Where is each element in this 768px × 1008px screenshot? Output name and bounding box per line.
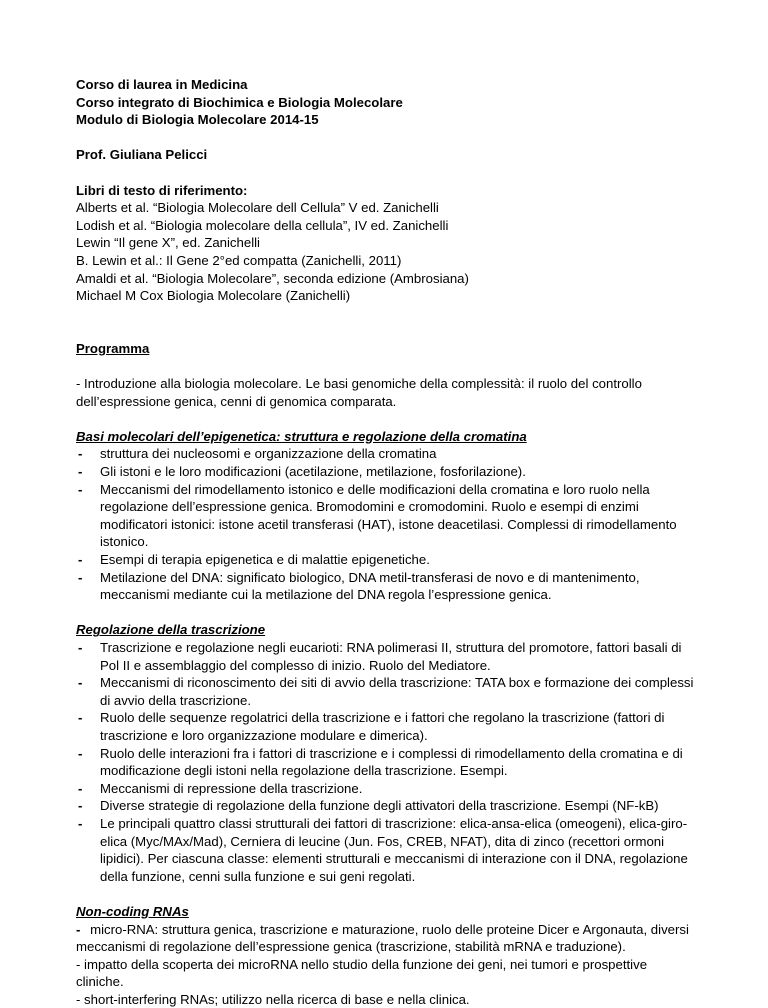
noncoding-item: - impatto della scoperta dei microRNA nello studio della funzione dei geni, nei tumori e prospettive cliniche. (76, 956, 648, 990)
noncoding-item: - short-interfering RNAs; utilizzo nella ricerca di base e nella clinica. (76, 991, 470, 1007)
list-item: - struttura dei nucleosomi e organizzazione della cromatina (78, 446, 437, 462)
list-item: - Diverse strategie di regolazione della funzione degli attivatori della trascrizione. Esempi (NF-kB) (78, 798, 659, 814)
professor-name: Prof. Giuliana Pelicci (76, 147, 208, 163)
dash-marker: - (76, 921, 81, 937)
book-item: Alberts et al. “Biologia Molecolare dell Cellula” V ed. Zanichelli (76, 200, 439, 216)
list-item: - Meccanismi del rimodellamento istonico e delle modificazioni della cromatina e loro ruolo nella regolazione dell’espressione genica. Bromodomini e cromodomini. Ruolo e esempi di enzimi modificatori istonici: istone acetil transferasi (HAT), istone deacetilasi. Complessi di rimodellamento istonico. (78, 481, 677, 550)
noncoding-heading: Non-coding RNAs (76, 903, 189, 919)
list-item: - Meccanismi di riconoscimento dei siti di avvio della trascrizione: TATA box e formazione dei complessi di avvio della trascrizione. (78, 675, 694, 708)
list-item: - Ruolo delle interazioni fra i fattori di trascrizione e i complessi di rimodellamento della cromatina e di modificazione degli istoni nella regolazione della trascrizione. Esempi. (78, 745, 683, 779)
book-item: Lewin “Il gene X”, ed. Zanichelli (76, 235, 260, 251)
list-item: - Ruolo delle sequenze regolatrici della trascrizione e i fattori che regolano la trascrizione (fattori di trascrizione e loro organizzazione modulare e dimerica). (78, 710, 665, 743)
list-item: - Trascrizione e regolazione negli eucarioti: RNA polimerasi II, struttura del promotore, fattori basali di Pol II e assemblaggio del complesso di inizio. Ruolo del Mediatore. (78, 640, 682, 673)
book-item: B. Lewin et al.: Il Gene 2°ed compatta (Zanichelli, 2011) (76, 252, 402, 268)
noncoding-item-text: micro-RNA: struttura genica, trascrizione e maturazione, ruolo delle proteine Dicer e Argonauta, diversi meccanismi di regolazione dell’espressione genica (trascrizione, stabilità mRNA e traduzione). (76, 921, 689, 955)
integrated-course-title: Corso integrato di Biochimica e Biologia Molecolare (76, 94, 403, 110)
list-item: - Gli istoni e le loro modificazioni (acetilazione, metilazione, fosforilazione). (78, 464, 526, 480)
transcription-list (76, 639, 698, 885)
module-title: Modulo di Biologia Molecolare 2014-15 (76, 112, 319, 128)
book-item: Amaldi et al. “Biologia Molecolare”, seconda edizione (Ambrosiana) (76, 270, 469, 286)
list-item: - Metilazione del DNA: significato biologico, DNA metil-transferasi de novo e di mantenimento, meccanismi mediante cui la metilazione del DNA regola l’espressione genica. (78, 569, 640, 603)
programma-heading: Programma (76, 340, 150, 356)
programma-intro: - Introduzione alla biologia molecolare. Le basi genomiche della complessità: il ruolo del controllo dell’espressione genica, cenni di genomica comparata. (76, 376, 642, 409)
book-item: Lodish et al. “Biologia molecolare della cellula”, IV ed. Zanichelli (76, 217, 449, 233)
epigenetics-heading: Basi molecolari dell’epigenetica: struttura e regolazione della cromatina (76, 428, 527, 444)
course-title: Corso di laurea in Medicina (76, 77, 248, 92)
list-item: - Esempi di terapia epigenetica e di malattie epigenetiche. (78, 552, 430, 568)
transcription-heading: Regolazione della trascrizione (76, 622, 266, 638)
book-item: Michael M Cox Biologia Molecolare (Zanichelli) (76, 288, 351, 304)
list-item: - Le principali quattro classi strutturali dei fattori di trascrizione: elica-ansa-elica (omeogeni), elica-giro-elica (Myc/MAx/Mad), Cerniera di leucine (Jun. Fos, CREB, NFAT), dita di zinco (recettori ormoni lipidici). Per ciascuna classe: elementi strutturali e meccanismi di interazione con il DNA, regolazione della funzione, cenni sulla funzione e sui geni regolati. (78, 815, 688, 884)
books-heading: Libri di testo di riferimento: (76, 182, 248, 198)
epigenetics-list (76, 445, 698, 603)
list-item: - Meccanismi di repressione della trascrizione. (78, 780, 363, 796)
noncoding-item (76, 921, 698, 956)
